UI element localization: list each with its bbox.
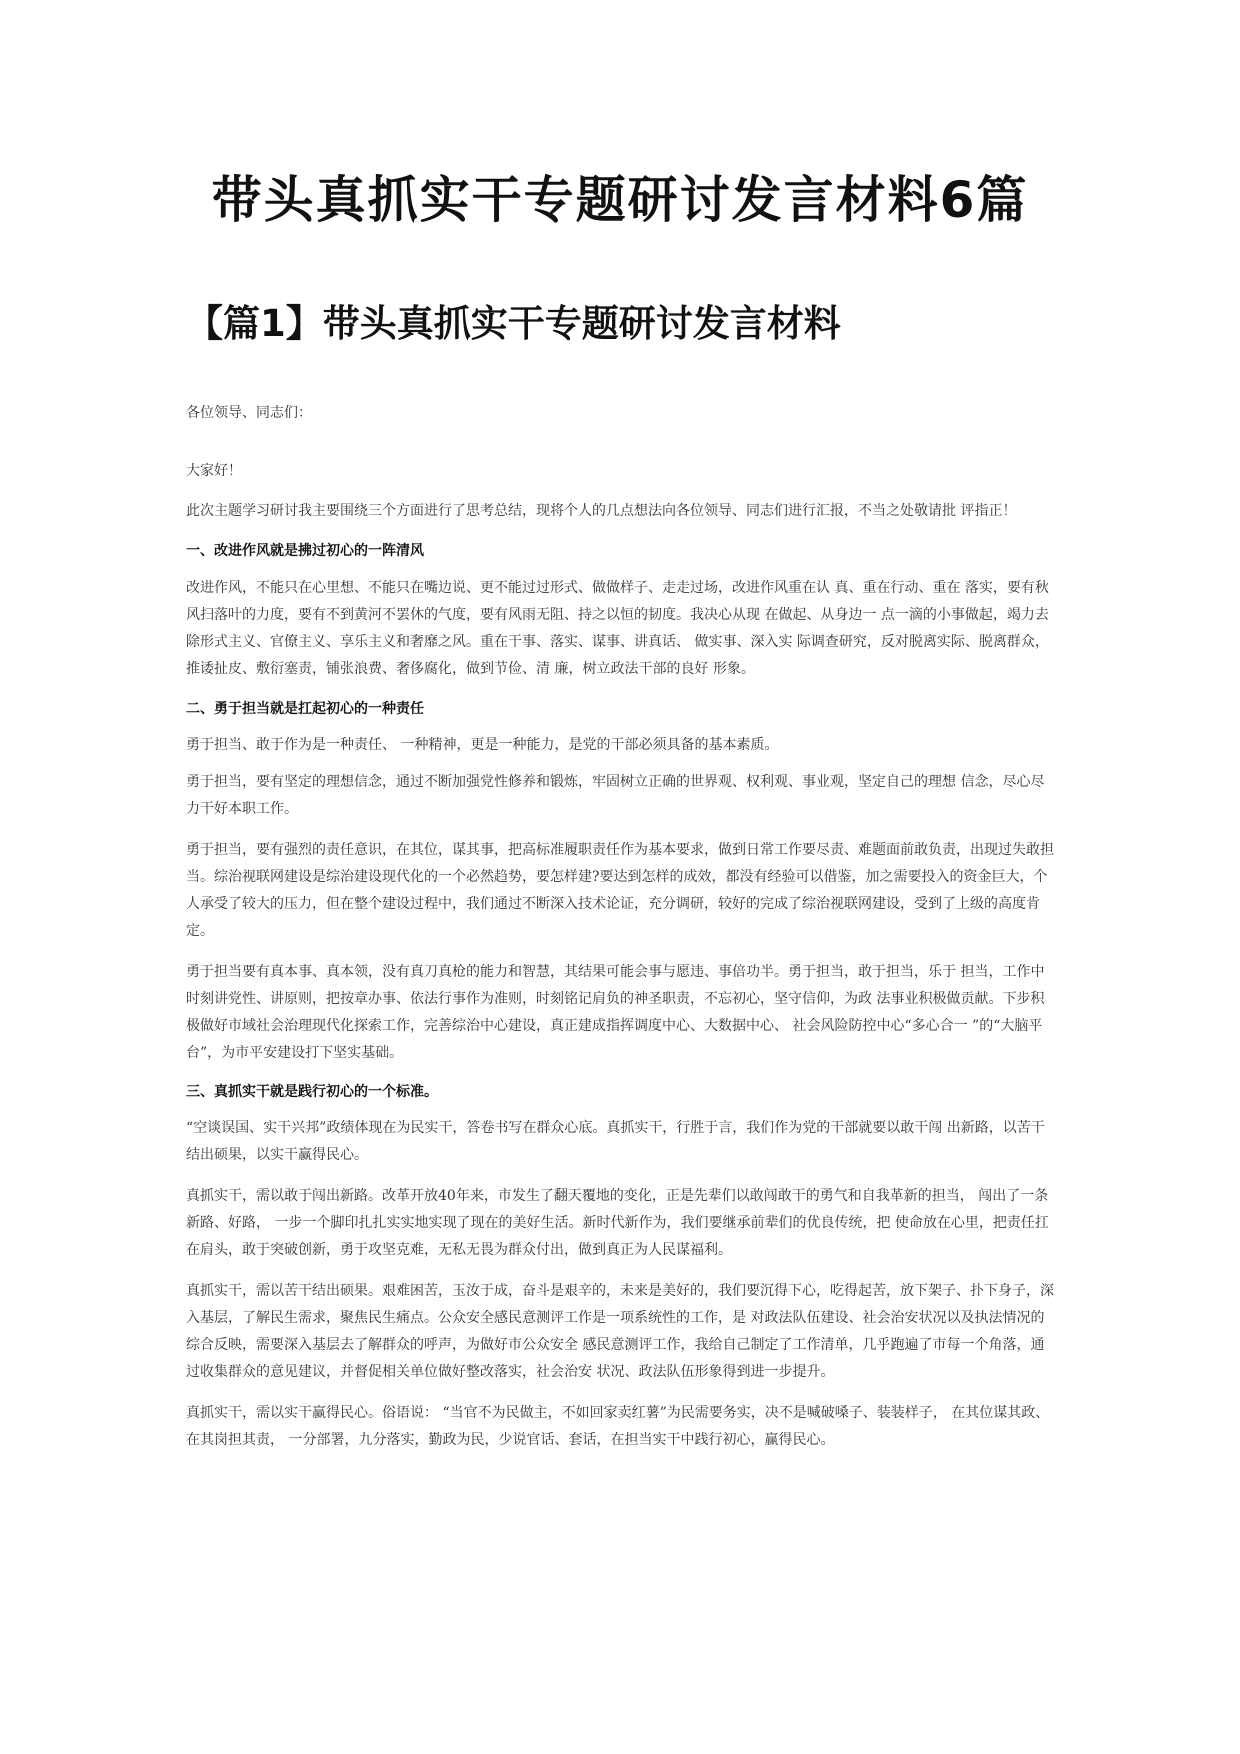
greeting: 大家好！ xyxy=(186,463,242,479)
body-paragraph: 勇于担当，要有坚定的理想信念，通过不断加强党性修养和锻炼，牢固树立正确的世界观、权利观、事业观，坚定自己的理想 信念，尽心尽力干好本职工作。 xyxy=(186,774,1045,817)
body-paragraph: 勇于担当，要有强烈的责任意识，在其位，谋其事，把高标准履职责任作为基本要求，做到日常工作要尽责、难题面前敢负责，出现过失敢担当。综治视联网建设是综治建设现代化的一个必然趋势，要怎样建?要达到怎样的成效，都没有经验可以借鉴，加之需要投入的资金巨大，个人承受了较大的压力，但在整个建设过程中，我们通过不断深入技术论证，充分调研，较好的完成了综治视联网建设，受到了上级的高度肯定。 xyxy=(186,842,1054,939)
document-title: 带头真抓实干专题研讨发言材料6篇 xyxy=(211,171,1029,229)
article-title: 【篇1】带头真抓实干专题研讨发言材料 xyxy=(186,302,841,345)
body-paragraph: 改进作风，不能只在心里想、不能只在嘴边说、更不能过过形式、做做样子、走走过场，改进作风重在认 真、重在行动、重在 落实，要有秋风扫落叶的力度，要有不到黄河不罢休的气度，要有风雨无阻、持之以恒的韧度。我决心从现 在做起、从身边一 点一滴的小事做起，竭力去除形式主义、官僚主义、享乐主义和奢靡之风。重在干事、落实、谋事、讲真话、 做实事、深入实 际调查研究，反对脱离实际、脱离群众，推诿扯皮、敷衍塞责，铺张浪费、奢侈腐化，做到节俭、清 廉，树立政法干部的良好 形象。 xyxy=(186,580,1049,677)
body-paragraph: 真抓实干，需以敢于闯出新路。改革开放40年来，市发生了翻天覆地的变化，正是先辈们以敢闯敢干的勇气和自我革新的担当， 闯出了一条新路、好路， 一步一个脚印扎扎实实地实现了现在的美好生活。新时代新作为，我们要继承前辈们的优良传统，把 使命放在心里，把责任扛在肩头，敢于突破创新，勇于攻坚克难，无私无畏为群众付出，做到真正为人民谋福利。 xyxy=(186,1188,1049,1258)
section-heading: 三、真抓实干就是践行初心的一个标准。 xyxy=(186,1084,438,1100)
body-paragraph: “空谈误国、实干兴邦”政绩体现在为民实干，答卷书写在群众心底。真抓实干，行胜于言，我们作为党的干部就要以敢干闯 出新路，以苦干结出硕果，以实干赢得民心。 xyxy=(186,1120,1045,1163)
article-body xyxy=(186,400,1056,1454)
section-heading: 一、改进作风就是拂过初心的一阵清风 xyxy=(186,543,424,559)
body-paragraph: 勇于担当要有真本事、真本领，没有真刀真枪的能力和智慧，其结果可能会事与愿违、事倍功半。勇于担当，敢于担当，乐于 担当，工作中时刻讲党性、讲原则，把按章办事、依法行事作为准则，时刻铭记肩负的神圣职责，不忘初心，坚守信仰，为政 法事业积极做贡献。下步积极做好市域社会治理现代化探索工作，完善综治中心建设，真正建成指挥调度中心、大数据中心、 社会风险防控中心“多心合一 ”的“大脑平台”，为市平安建设打下坚实基础。 xyxy=(186,964,1045,1061)
intro-paragraph: 此次主题学习研讨我主要围绕三个方面进行了思考总结，现将个人的几点想法向各位领导、同志们进行汇报，不当之处敬请批 评指正！ xyxy=(186,503,1017,519)
salutation: 各位领导、同志们： xyxy=(186,405,312,421)
section-heading: 二、勇于担当就是扛起初心的一种责任 xyxy=(186,701,424,717)
body-paragraph: 真抓实干，需以苦干结出硕果。艰难困苦，玉汝于成，奋斗是艰辛的，未来是美好的，我们要沉得下心，吃得起苦，放下架子、扑下身子，深入基层，了解民生需求，聚焦民生痛点。公众安全感民意测评工作是一项系统性的工作，是 对政法队伍建设、社会治安状况以及执法情况的综合反映，需要深入基层去了解群众的呼声，为做好市公众安全 感民意测评工作，我给自己制定了工作清单，几乎跑遍了市每一个角落，通过收集群众的意见建议，并督促相关单位做好整改落实，社会治安 状况、政法队伍形象得到进一步提升。 xyxy=(186,1283,1054,1380)
body-paragraph: 勇于担当、敢于作为是一种责任、 一种精神，更是一种能力，是党的干部必须具备的基本素质。 xyxy=(186,737,779,753)
body-paragraph: 真抓实干，需以实干赢得民心。俗语说： “当官不为民做主，不如回家卖红薯”为民需要务实，决不是喊破嗓子、装装样子， 在其位谋其政、在其岗担其责， 一分部署，九分落实，勤政为民，少说官话、套话，在担当实干中践行初心，赢得民心。 xyxy=(186,1405,1050,1448)
